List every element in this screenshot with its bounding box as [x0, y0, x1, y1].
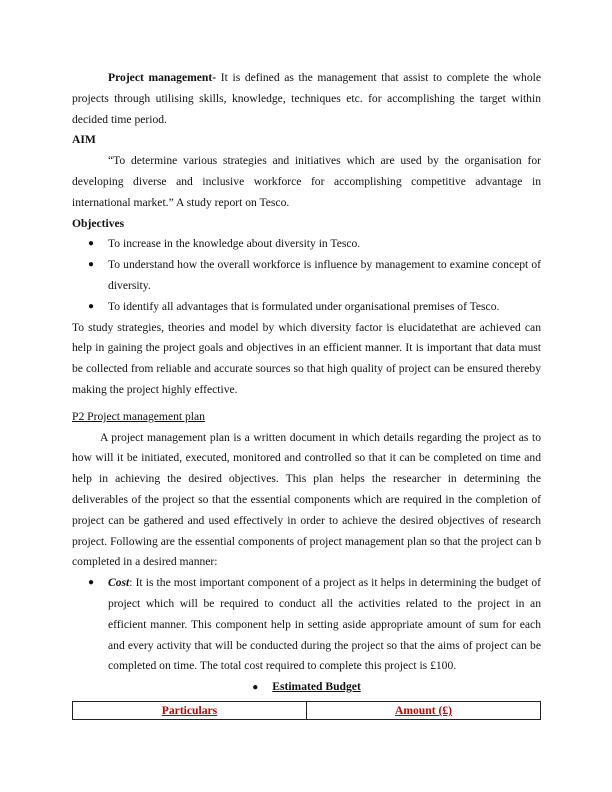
- budget-table: [72, 701, 541, 720]
- bullet-icon: ●: [252, 682, 259, 694]
- bullet-icon: ●: [88, 300, 95, 312]
- intro-paragraph: [72, 68, 541, 130]
- budget-title: Estimated Budget: [272, 680, 361, 694]
- list-item: [72, 573, 541, 677]
- aim-heading: AIM: [72, 133, 96, 147]
- study-paragraph: To study strategies, theories and model by which diversity factor is elucidatethat are achieved can help in gaining the project goals and objectives in an efficient manner. It is important that data must be collected from reliable and accurate sources so that high quality of project can be ensured thereby making the project highly effective.: [72, 320, 541, 396]
- objectives-heading: Objectives: [72, 216, 125, 230]
- objective-text: To increase in the knowledge about diversity in Tesco.: [108, 237, 361, 251]
- components-list: [72, 573, 541, 677]
- bullet-icon: ●: [88, 238, 95, 250]
- objective-text: To identify all advantages that is formulated under organisational premises of Tesco.: [108, 299, 500, 313]
- cost-label: Cost: [108, 576, 130, 590]
- intro-definition: It is defined as the management that assist to complete the whole projects through utilising skills, knowledge, techniques etc. for accomplishing the target within decided time period.: [72, 71, 541, 126]
- objectives-list: [72, 234, 541, 317]
- bullet-icon: ●: [88, 259, 95, 271]
- document-page: [72, 68, 541, 720]
- table-header-row: [73, 701, 541, 719]
- list-item: [72, 297, 541, 318]
- section-title: P2 Project management plan: [72, 409, 205, 423]
- column-header-particulars: Particulars: [73, 701, 307, 719]
- list-item: [72, 234, 541, 255]
- aim-text: “To determine various strategies and initiatives which are used by the organisation for developing diverse and inclusive workforce for accomplishing competitive advantage in international market.” A study report on Tesco.: [72, 154, 541, 209]
- bullet-icon: ●: [88, 577, 95, 589]
- cost-text: : It is the most important component of a project as it helps in determining the budget of project which will be required to conduct all the activities related to the project in an efficient manner. This component help in setting aside appropriate amount of sum for each and every activity that will be conducted during the project so that the aims of project can be completed on time. The total cost required to complete this project is £100.: [108, 576, 541, 673]
- column-header-amount: Amount (£): [307, 701, 541, 719]
- budget-heading: [72, 677, 541, 699]
- list-item: [72, 255, 541, 297]
- intro-term: Project management-: [108, 71, 217, 84]
- plan-paragraph: A project management plan is a written document in which details regarding the project as to how will it be initiated, executed, monitored and controlled so that it can be completed on time and help in achieving the desired objectives. This plan helps the researcher in determining the deliverables of the project so that the essential components which are required in the completion of project can be gathered and used effectively in order to achieve the desired objectives of research project. Following are the essential components of project management plan so that the project can b completed in a desired manner:: [72, 430, 541, 569]
- objective-text: To understand how the overall workforce is influence by management to examine concept of diversity.: [108, 258, 541, 292]
